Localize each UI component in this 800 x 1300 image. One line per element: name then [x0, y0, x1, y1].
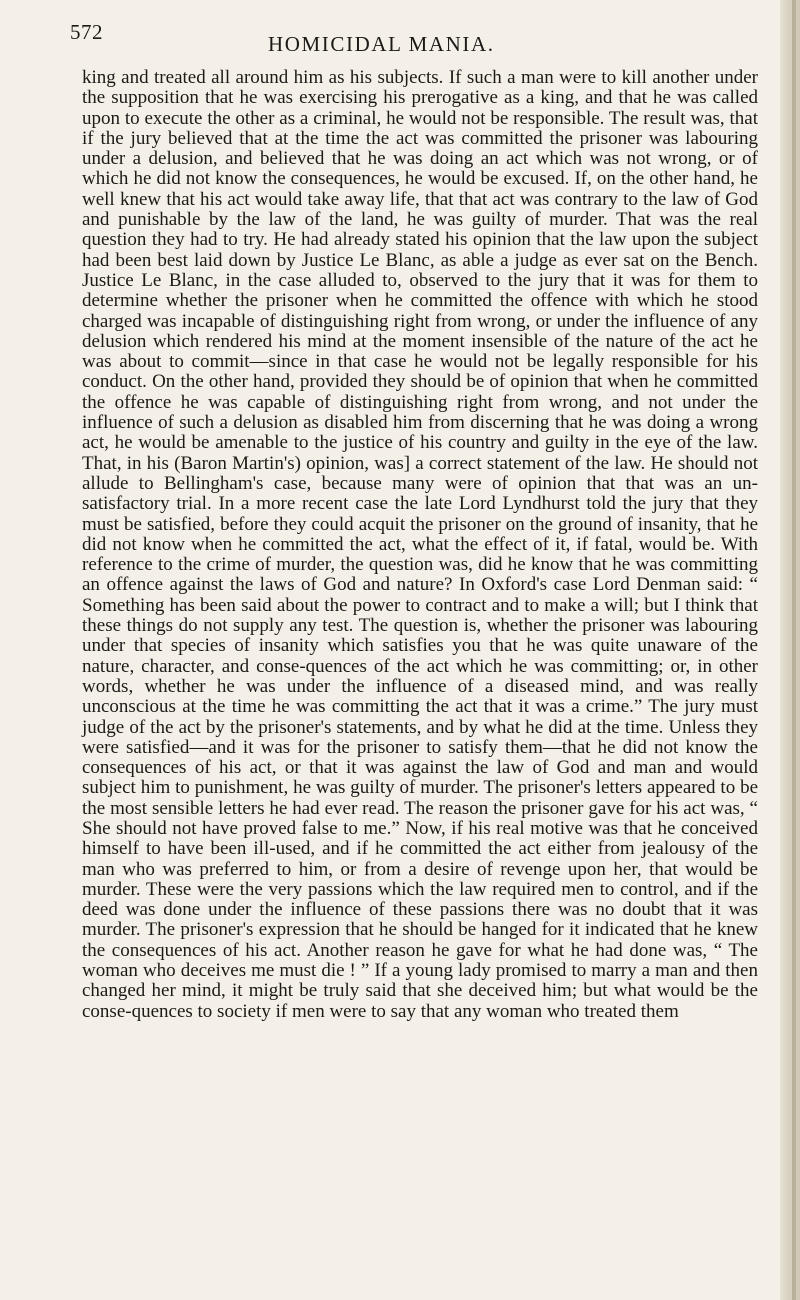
page-edge: [780, 0, 800, 1300]
running-head: HOMICIDAL MANIA.: [268, 32, 495, 56]
body-paragraph: king and treated all around him as his subjects. If such a man were to kill another under the supposition that he was exercising his prerogative as a king, and that he was called upon to execute the other as a criminal, he would not be responsible. The result was, that if the jury believed that at the time the act was committed the prisoner was labouring under a delusion, and believed that he was doing an act which was not wrong, or of which he did not know the consequences, he would be excused. If, on the other hand, he well knew that his act would take away life, that that act was contrary to the law of God and punishable by the law of the land, he was guilty of murder. That was the real question they had to try. He had already stated his opinion that the law upon the subject had been best laid down by Justice Le Blanc, as able a judge as ever sat on the Bench. Justice Le Blanc, in the case alluded to, observed to the jury that it was for them to determine whether the prisoner when he committed the offence with which he stood charged was incapable of distinguishing right from wrong, or under the influence of any delusion which rendered his mind at the moment insensible of the nature of the act he was about to commit—since in that case he would not be legally responsible for his conduct. On the other hand, provided they should be of opinion that when he committed the offence he was capable of distinguishing right from wrong, and not under the influence of such a delusion as disabled him from discerning that he was doing a wrong act, he would be amenable to the justice of his country and guilty in the eye of the law. That, in his (Baron Martin's) opinion, was] a correct statement of the law. He should not allude to Bellingham's case, because many were of opinion that that was an un-satisfactory trial. In a more recent case the late Lord Lyndhurst told the jury that they must be satisfied, before they could acquit the prisoner on the ground of insanity, that he did not know when he committed the act, what the effect of it, if fatal, would be. With reference to the crime of murder, the question was, did he know that he was committing an offence against the laws of God and nature? In Oxford's case Lord Denman said: “ Something has been said about the power to contract and to make a will; but I think that these things do not supply any test. The question is, whether the prisoner was labouring under that species of insanity which satisfies you that he was quite unaware of the nature, character, and conse-quences of the act which he was committing; or, in other words, whether he was under the influence of a diseased mind, and was really unconscious at the time he was committing the act that it was a crime.” The jury must judge of the act by the prisoner's statements, and by what he did at the time. Unless they were satisfied—and it was for the prisoner to satisfy them—that he did not know the consequences of his act, or that it was against the law of God and man and would subject him to punishment, he was guilty of murder. The prisoner's letters appeared to be the most sensible letters he had ever read. The reason the prisoner gave for his act was, “ She should not have proved false to me.” Now, if his real motive was that he conceived himself to have been ill-used, and if he committed the act either from jealousy of the man who was preferred to him, or from a desire of revenge upon her, that would be murder. These were the very passions which the law required men to control, and if the deed was done under the influence of these passions there was no doubt that it was murder. The prisoner's expression that he should be hanged for it indicated that he knew the consequences of his act. Another reason he gave for what he had done was, “ The woman who deceives me must die ! ” If a young lady promised to marry a man and then changed her mind, it might be truly said that she deceived him; but what would be the conse-quences to society if men were to say that any woman who treated them: [82, 67, 758, 1022]
page-number: 572: [70, 20, 103, 44]
page-edge-strip: [792, 0, 796, 1300]
